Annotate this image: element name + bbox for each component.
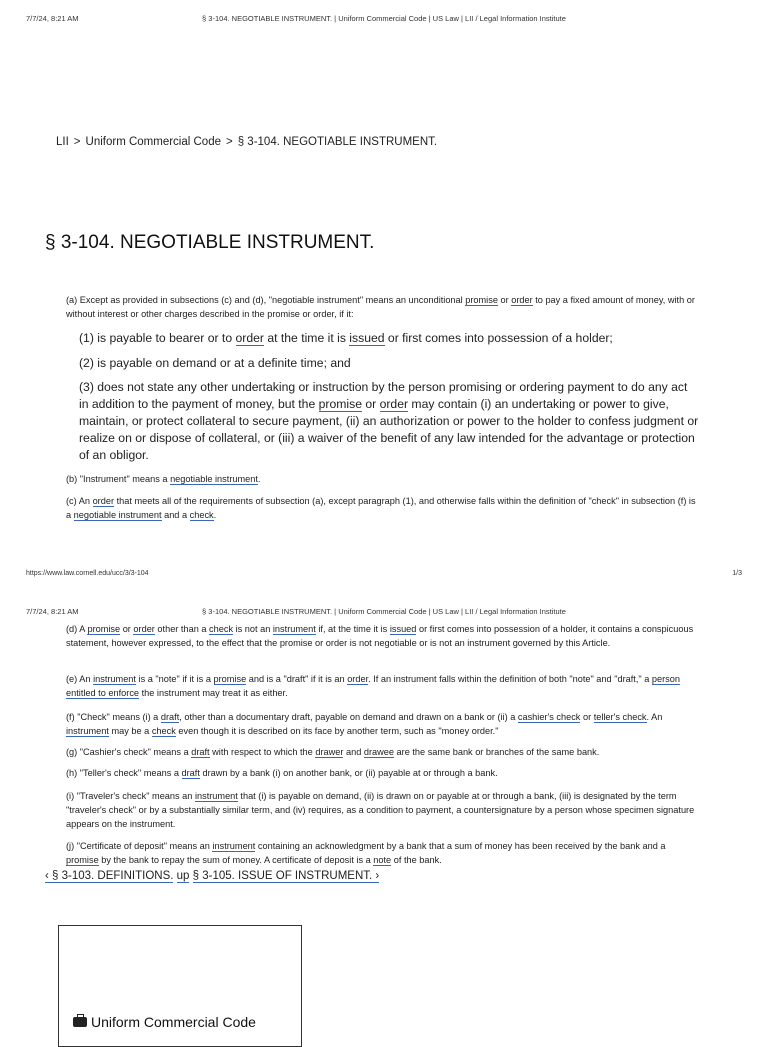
prev-section-link[interactable]: ‹ § 3-103. DEFINITIONS. xyxy=(45,870,174,882)
section-f: (f) "Check" means (i) a draft, other than a documentary draft, payable on demand and drawn on a bank or (ii) a cashier's check or teller's check. An instrument may be a check even though it is described on its face by another term, such as "money order." xyxy=(66,712,663,736)
term-link-instrument[interactable]: instrument xyxy=(212,841,256,851)
term-link-person-entitled-to-enforce[interactable]: person entitled to enforce xyxy=(66,674,680,698)
next-section-link[interactable]: § 3-105. ISSUE OF INSTRUMENT. › xyxy=(192,870,380,882)
term-link-issued[interactable]: issued xyxy=(349,331,385,345)
print-footer-page: 1/3 xyxy=(732,570,742,577)
term-link-order[interactable]: order xyxy=(92,496,115,506)
term-link-promise[interactable]: promise xyxy=(465,295,498,305)
term-link-check[interactable]: check xyxy=(209,624,234,634)
section-e: (e) An instrument is a "note" if it is a promise and is a "draft" if it is an order. If an instrument falls within the definition of both "note" and "draft," a person entitled to enforce the instrument may treat it as either. xyxy=(66,674,680,698)
term-link-note[interactable]: note xyxy=(373,855,392,865)
print-header-date: 7/7/24, 8:21 AM xyxy=(26,607,79,616)
page-title: § 3-104. NEGOTIABLE INSTRUMENT. xyxy=(45,232,375,253)
term-link-order[interactable]: order xyxy=(511,295,533,305)
section-g: (g) "Cashier's check" means a draft with respect to which the drawer and drawee are the same bank or branches of the same bank. xyxy=(66,747,600,757)
print-header-title: § 3-104. NEGOTIABLE INSTRUMENT. | Uniform Commercial Code | US Law | LII / Legal Information Institute xyxy=(202,14,566,23)
term-link-order[interactable]: order xyxy=(379,397,409,411)
ucc-sidebar-box xyxy=(58,925,302,1047)
term-link-tellers-check[interactable]: teller's check xyxy=(593,712,647,722)
breadcrumb-separator: > xyxy=(73,136,81,148)
term-link-order[interactable]: order xyxy=(133,624,155,634)
section-a1: (1) is payable to bearer or to order at the time it is issued or first comes into possession of a holder; xyxy=(79,331,613,345)
term-link-drawer[interactable]: drawer xyxy=(315,747,344,757)
term-link-drawee[interactable]: drawee xyxy=(363,747,394,757)
term-link-promise[interactable]: promise xyxy=(213,674,247,684)
breadcrumb xyxy=(56,136,437,148)
term-link-cashiers-check[interactable]: cashier's check xyxy=(517,712,581,722)
section-a3: (3) does not state any other undertaking or instruction by the person promising or ordering payment to do any act in addition to the payment of money, but the promise or order may contain (i) an undertaking or power to give, maintain, or protect collateral to secure payment, (ii) an authorization or power to the holder to confess judgment or realize on or dispose of collateral, or (iii) a waiver of the benefit of any law intended for the advantage or protection of an obligor. xyxy=(79,380,699,462)
term-link-instrument[interactable]: instrument xyxy=(93,674,136,684)
term-link-order[interactable]: order xyxy=(347,674,369,684)
section-d: (d) A promise or order other than a check is not an instrument if, at the time it is issued or first comes into possession of a holder, it contains a conspicuous statement, however expressed, to the effect that the promise or order is not negotiable or is not an instrument governed by this Article. xyxy=(66,624,694,648)
section-i: (i) "Traveler's check" means an instrument that (i) is payable on demand, (ii) is drawn on or payable at or through a bank, (iii) is designated by the term "traveler's check" or by a substantially similar term, and (iv) requires, as a condition to payment, a countersignature by a person whose specimen signature appears on the instrument. xyxy=(66,791,695,829)
term-link-draft[interactable]: draft xyxy=(160,712,180,722)
term-link-promise[interactable]: promise xyxy=(318,397,362,411)
term-link-promise[interactable]: promise xyxy=(66,855,99,865)
term-link-check[interactable]: check xyxy=(189,510,214,520)
ucc-sidebar-title-row[interactable] xyxy=(73,1014,256,1030)
term-link-check[interactable]: check xyxy=(151,726,176,736)
term-link-instrument[interactable]: instrument xyxy=(194,791,238,801)
term-link-draft[interactable]: draft xyxy=(191,747,210,757)
print-footer-url: https://www.law.cornell.edu/ucc/3/3-104 xyxy=(26,570,149,577)
print-header-date: 7/7/24, 8:21 AM xyxy=(26,14,79,23)
term-link-promise[interactable]: promise xyxy=(87,624,121,634)
section-a: (a) Except as provided in subsections (c) and (d), "negotiable instrument" means an unconditional promise or order to pay a fixed amount of money, with or without interest or other charges described in the promise or order, if it: xyxy=(66,295,695,319)
print-header-title: § 3-104. NEGOTIABLE INSTRUMENT. | Uniform Commercial Code | US Law | LII / Legal Information Institute xyxy=(202,607,566,616)
section-c: (c) An order that meets all of the requirements of subsection (a), except paragraph (1), and otherwise falls within the definition of "check" in subsection (f) is a negotiable instrument and a check. xyxy=(66,496,696,520)
term-link-instrument[interactable]: instrument xyxy=(66,726,109,736)
term-link-order[interactable]: order xyxy=(235,331,264,345)
breadcrumb-current: § 3-104. NEGOTIABLE INSTRUMENT. xyxy=(237,136,438,148)
term-link-draft[interactable]: draft xyxy=(181,768,200,778)
up-link[interactable]: up xyxy=(176,870,190,882)
section-h: (h) "Teller's check" means a draft drawn by a bank (i) on another bank, or (ii) payable at or through a bank. xyxy=(66,768,498,778)
section-a2: (2) is payable on demand or at a definite time; and xyxy=(79,356,351,370)
term-link-negotiable-instrument[interactable]: negotiable instrument xyxy=(170,474,258,484)
section-j: (j) "Certificate of deposit" means an instrument containing an acknowledgment by a bank that a sum of money has been received by the bank and a promise by the bank to repay the sum of money. A certificate of deposit is a note of the bank. xyxy=(66,841,666,865)
section-b: (b) "Instrument" means a negotiable instrument. xyxy=(66,474,261,484)
breadcrumb-lii[interactable]: LII xyxy=(56,136,69,148)
section-navigation xyxy=(45,870,379,882)
term-link-instrument[interactable]: instrument xyxy=(272,624,316,634)
term-link-issued[interactable]: issued xyxy=(389,624,417,634)
breadcrumb-ucc[interactable]: Uniform Commercial Code xyxy=(85,136,221,148)
briefcase-icon xyxy=(73,1017,87,1027)
ucc-sidebar-title: Uniform Commercial Code xyxy=(91,1014,256,1030)
term-link-negotiable-instrument[interactable]: negotiable instrument xyxy=(73,510,162,520)
breadcrumb-separator: > xyxy=(226,136,233,148)
